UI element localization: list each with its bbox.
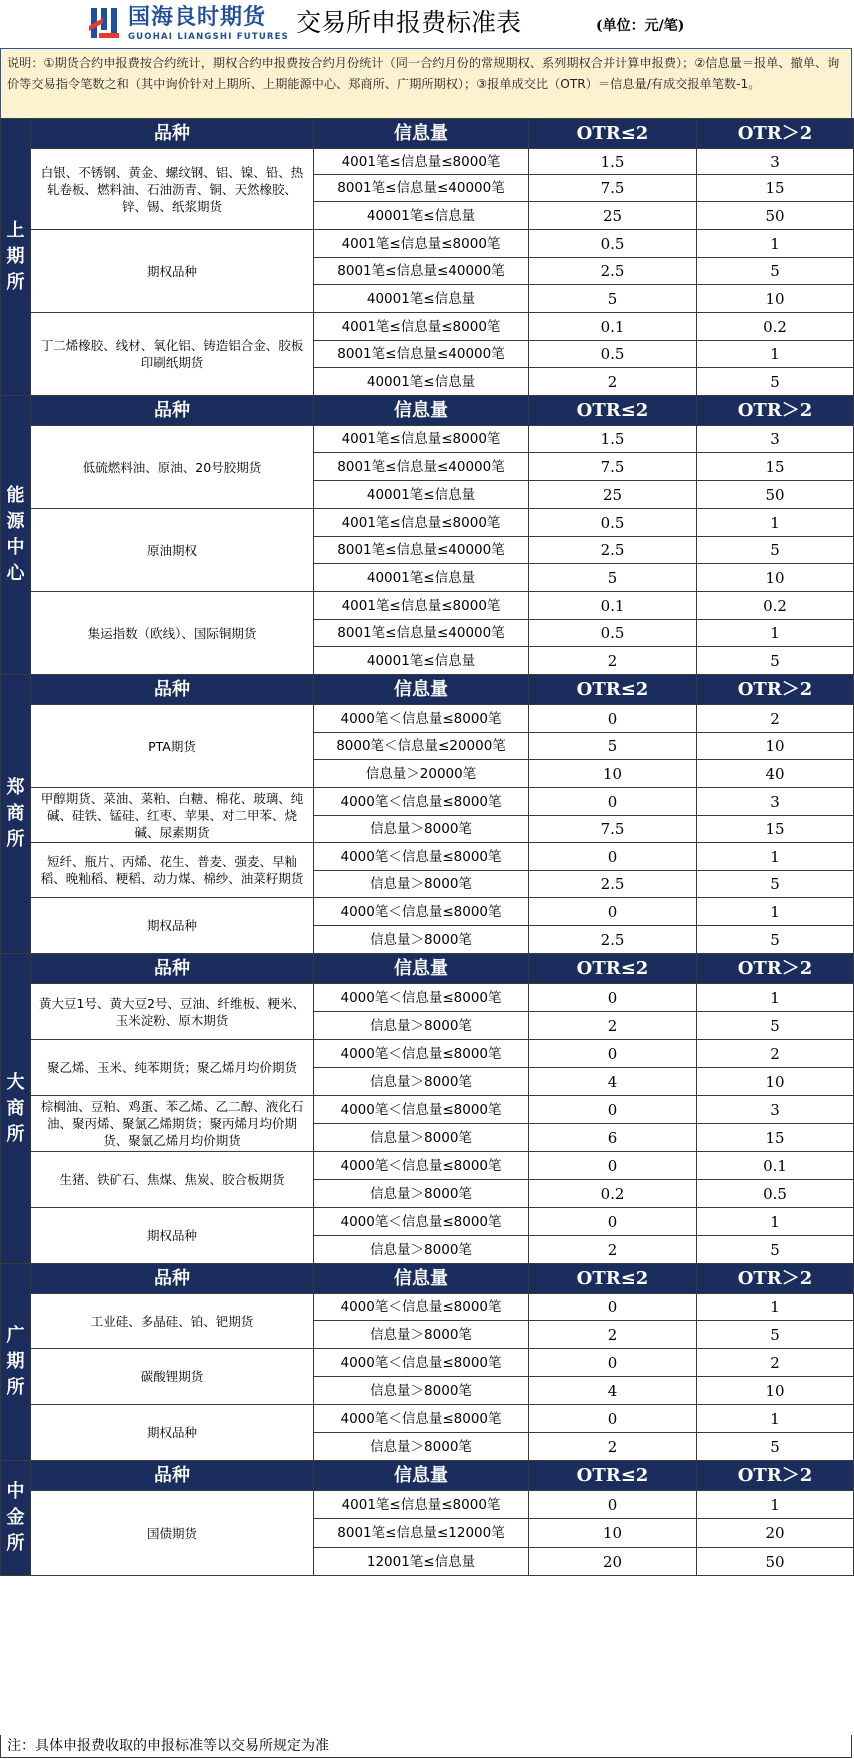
- fee-otr-low: 0.5: [529, 509, 697, 537]
- fee-otr-low: 5: [529, 285, 697, 313]
- fee-otr-high: 5: [697, 1433, 854, 1461]
- fee-table: [0, 118, 854, 1576]
- footer-note: 注：具体申报费收取的申报标准等以交易所规定为准: [0, 1735, 852, 1758]
- fee-otr-high: 2: [697, 705, 854, 733]
- header-info-volume: 信息量: [314, 1264, 529, 1294]
- table-row: [1, 1349, 854, 1377]
- table-row: [1, 149, 854, 175]
- fee-otr-high: 1: [697, 898, 854, 926]
- fee-otr-high: 15: [697, 816, 854, 843]
- product-name: PTA期货: [31, 705, 314, 788]
- fee-otr-high: 5: [697, 537, 854, 564]
- header-product: 品种: [31, 1461, 314, 1491]
- info-volume-range: 4000笔＜信息量≤8000笔: [314, 1405, 529, 1433]
- table-row: [1, 313, 854, 341]
- info-volume-range: 4000笔＜信息量≤8000笔: [314, 843, 529, 871]
- fee-otr-low: 0: [529, 1294, 697, 1321]
- product-name: 聚乙烯、玉米、纯苯期货；聚乙烯月均价期货: [31, 1040, 314, 1096]
- header-otr-high: OTR＞2: [697, 675, 854, 705]
- info-volume-range: 4000笔＜信息量≤8000笔: [314, 788, 529, 816]
- fee-otr-low: 7.5: [529, 453, 697, 481]
- exchange-name: 大商所: [1, 954, 31, 1264]
- info-volume-range: 信息量＞8000笔: [314, 1321, 529, 1349]
- fee-otr-low: 0: [529, 1349, 697, 1377]
- info-volume-range: 8000笔＜信息量≤20000笔: [314, 733, 529, 760]
- product-name: 期权品种: [31, 1208, 314, 1264]
- exchange-name: 广期所: [1, 1264, 31, 1461]
- info-volume-range: 40001笔≤信息量: [314, 285, 529, 313]
- info-volume-range: 8001笔≤信息量≤12000笔: [314, 1519, 529, 1548]
- product-name: 丁二烯橡胶、线材、氧化铝、铸造铝合金、胶板印刷纸期货: [31, 313, 314, 396]
- table-row: [1, 843, 854, 871]
- info-volume-range: 8001笔≤信息量≤40000笔: [314, 620, 529, 647]
- fee-otr-low: 0: [529, 1208, 697, 1236]
- info-volume-range: 4000笔＜信息量≤8000笔: [314, 1096, 529, 1124]
- header: [0, 0, 854, 48]
- info-volume-range: 4000笔＜信息量≤8000笔: [314, 984, 529, 1012]
- fee-otr-high: 50: [697, 481, 854, 509]
- info-volume-range: 40001笔≤信息量: [314, 481, 529, 509]
- table-row: [1, 984, 854, 1012]
- product-name: 白银、不锈钢、黄金、螺纹钢、铝、镍、铅、热轧卷板、燃料油、石油沥青、铜、天然橡胶、锌、锡、纸浆期货: [31, 149, 314, 230]
- header-product: 品种: [31, 675, 314, 705]
- fee-otr-high: 5: [697, 1012, 854, 1040]
- info-volume-range: 信息量＞8000笔: [314, 926, 529, 954]
- fee-otr-low: 0: [529, 898, 697, 926]
- fee-otr-low: 6: [529, 1124, 697, 1152]
- info-volume-range: 40001笔≤信息量: [314, 202, 529, 230]
- table-row: [1, 1405, 854, 1433]
- info-volume-range: 4000笔＜信息量≤8000笔: [314, 898, 529, 926]
- fee-otr-high: 10: [697, 733, 854, 760]
- header-product: 品种: [31, 954, 314, 984]
- product-name: 国债期货: [31, 1491, 314, 1576]
- fee-otr-high: 1: [697, 1294, 854, 1321]
- product-name: 短纤、瓶片、丙烯、花生、普麦、强麦、早籼稻、晚籼稻、粳稻、动力煤、棉纱、油菜籽期货: [31, 843, 314, 898]
- fee-otr-high: 0.2: [697, 313, 854, 341]
- fee-otr-high: 1: [697, 230, 854, 258]
- section-header-row: [1, 954, 854, 984]
- info-volume-range: 8001笔≤信息量≤40000笔: [314, 453, 529, 481]
- fee-otr-high: 3: [697, 426, 854, 453]
- unit-label: (单位：元/笔): [596, 18, 685, 34]
- header-info-volume: 信息量: [314, 675, 529, 705]
- info-volume-range: 40001笔≤信息量: [314, 647, 529, 675]
- company-name-en: GUOHAI LIANGSHI FUTURES: [128, 32, 290, 42]
- info-volume-range: 40001笔≤信息量: [314, 564, 529, 592]
- info-volume-range: 4001笔≤信息量≤8000笔: [314, 592, 529, 620]
- fee-otr-high: 1: [697, 1405, 854, 1433]
- info-volume-range: 4000笔＜信息量≤8000笔: [314, 1294, 529, 1321]
- product-name: 生猪、铁矿石、焦煤、焦炭、胶合板期货: [31, 1152, 314, 1208]
- product-name: 棕榈油、豆粕、鸡蛋、苯乙烯、乙二醇、液化石油、聚丙烯、聚氯乙烯期货；聚丙烯月均价期货、聚氯乙烯月均价期货: [31, 1096, 314, 1152]
- fee-otr-low: 0: [529, 843, 697, 871]
- info-volume-range: 8001笔≤信息量≤40000笔: [314, 175, 529, 202]
- fee-otr-low: 0.2: [529, 1180, 697, 1208]
- section-header-row: [1, 675, 854, 705]
- fee-otr-high: 20: [697, 1519, 854, 1548]
- header-info-volume: 信息量: [314, 119, 529, 149]
- table-row: [1, 1208, 854, 1236]
- fee-otr-high: 10: [697, 285, 854, 313]
- table-row: [1, 1096, 854, 1124]
- info-volume-range: 4000笔＜信息量≤8000笔: [314, 1152, 529, 1180]
- fee-otr-high: 15: [697, 1124, 854, 1152]
- fee-otr-high: 5: [697, 1236, 854, 1264]
- fee-otr-low: 20: [529, 1548, 697, 1576]
- table-row: [1, 705, 854, 733]
- fee-otr-low: 5: [529, 733, 697, 760]
- fee-otr-low: 2.5: [529, 258, 697, 285]
- info-volume-range: 40001笔≤信息量: [314, 368, 529, 396]
- fee-otr-low: 0: [529, 788, 697, 816]
- company-logo-icon: [89, 6, 121, 40]
- fee-otr-high: 1: [697, 1208, 854, 1236]
- fee-otr-high: 1: [697, 843, 854, 871]
- table-row: [1, 230, 854, 258]
- info-volume-range: 4001笔≤信息量≤8000笔: [314, 149, 529, 175]
- fee-otr-low: 0: [529, 1152, 697, 1180]
- fee-otr-high: 15: [697, 453, 854, 481]
- fee-otr-low: 25: [529, 481, 697, 509]
- fee-otr-low: 0: [529, 984, 697, 1012]
- product-name: 原油期权: [31, 509, 314, 592]
- product-name: 甲醇期货、菜油、菜粕、白糖、棉花、玻璃、纯碱、硅铁、锰硅、红枣、苹果、对二甲苯、烧碱、尿素期货: [31, 788, 314, 843]
- header-otr-low: OTR≤2: [529, 954, 697, 984]
- info-volume-range: 4001笔≤信息量≤8000笔: [314, 509, 529, 537]
- fee-otr-low: 1.5: [529, 149, 697, 175]
- info-volume-range: 信息量＞8000笔: [314, 1012, 529, 1040]
- table-row: [1, 1152, 854, 1180]
- fee-otr-low: 10: [529, 1519, 697, 1548]
- fee-otr-low: 2: [529, 368, 697, 396]
- fee-otr-high: 10: [697, 1068, 854, 1096]
- fee-otr-low: 10: [529, 760, 697, 788]
- fee-otr-high: 1: [697, 1491, 854, 1519]
- table-row: [1, 1294, 854, 1321]
- header-otr-high: OTR＞2: [697, 1461, 854, 1491]
- table-row: [1, 426, 854, 453]
- fee-otr-high: 50: [697, 202, 854, 230]
- header-otr-high: OTR＞2: [697, 954, 854, 984]
- exchange-name: 能源中心: [1, 396, 31, 675]
- table-row: [1, 1491, 854, 1519]
- info-volume-range: 信息量＞20000笔: [314, 760, 529, 788]
- exchange-name: 中金所: [1, 1461, 31, 1576]
- info-volume-range: 4000笔＜信息量≤8000笔: [314, 1040, 529, 1068]
- info-volume-range: 信息量＞8000笔: [314, 816, 529, 843]
- fee-otr-low: 7.5: [529, 175, 697, 202]
- fee-otr-low: 0.5: [529, 341, 697, 368]
- info-volume-range: 4001笔≤信息量≤8000笔: [314, 426, 529, 453]
- table-row: [1, 592, 854, 620]
- fee-otr-high: 2: [697, 1040, 854, 1068]
- header-otr-high: OTR＞2: [697, 396, 854, 426]
- header-info-volume: 信息量: [314, 1461, 529, 1491]
- fee-otr-high: 40: [697, 760, 854, 788]
- fee-otr-high: 1: [697, 984, 854, 1012]
- product-name: 期权品种: [31, 898, 314, 954]
- info-volume-range: 4000笔＜信息量≤8000笔: [314, 1208, 529, 1236]
- fee-otr-high: 3: [697, 1096, 854, 1124]
- product-name: 黄大豆1号、黄大豆2号、豆油、纤维板、粳米、玉米淀粉、原木期货: [31, 984, 314, 1040]
- section-header-row: [1, 1461, 854, 1491]
- fee-otr-high: 1: [697, 341, 854, 368]
- fee-otr-low: 0.5: [529, 230, 697, 258]
- fee-otr-low: 0: [529, 1096, 697, 1124]
- fee-otr-high: 10: [697, 564, 854, 592]
- fee-otr-high: 5: [697, 368, 854, 396]
- fee-otr-low: 0.5: [529, 620, 697, 647]
- fee-otr-low: 5: [529, 564, 697, 592]
- info-volume-range: 4000笔＜信息量≤8000笔: [314, 705, 529, 733]
- fee-otr-high: 3: [697, 149, 854, 175]
- info-volume-range: 4001笔≤信息量≤8000笔: [314, 230, 529, 258]
- header-otr-high: OTR＞2: [697, 119, 854, 149]
- fee-otr-high: 15: [697, 175, 854, 202]
- header-otr-low: OTR≤2: [529, 1461, 697, 1491]
- fee-otr-high: 5: [697, 1321, 854, 1349]
- fee-otr-low: 0.1: [529, 592, 697, 620]
- fee-otr-low: 7.5: [529, 816, 697, 843]
- fee-otr-low: 2: [529, 1236, 697, 1264]
- fee-otr-low: 0.1: [529, 313, 697, 341]
- fee-otr-low: 2: [529, 1012, 697, 1040]
- info-volume-range: 信息量＞8000笔: [314, 1124, 529, 1152]
- info-volume-range: 信息量＞8000笔: [314, 1068, 529, 1096]
- product-name: 工业硅、多晶硅、铂、钯期货: [31, 1294, 314, 1349]
- fee-otr-high: 3: [697, 788, 854, 816]
- header-otr-low: OTR≤2: [529, 119, 697, 149]
- fee-otr-high: 5: [697, 926, 854, 954]
- fee-otr-low: 2: [529, 1433, 697, 1461]
- info-volume-range: 信息量＞8000笔: [314, 1433, 529, 1461]
- fee-otr-high: 10: [697, 1377, 854, 1405]
- header-product: 品种: [31, 396, 314, 426]
- info-volume-range: 8001笔≤信息量≤40000笔: [314, 258, 529, 285]
- product-name: 低硫燃料油、原油、20号胶期货: [31, 426, 314, 509]
- info-volume-range: 信息量＞8000笔: [314, 1377, 529, 1405]
- fee-otr-low: 2.5: [529, 871, 697, 898]
- header-info-volume: 信息量: [314, 954, 529, 984]
- fee-otr-high: 1: [697, 509, 854, 537]
- page-title: 交易所申报费标准表: [296, 8, 522, 37]
- table-row: [1, 898, 854, 926]
- fee-otr-high: 5: [697, 258, 854, 285]
- info-volume-range: 8001笔≤信息量≤40000笔: [314, 341, 529, 368]
- product-name: 碳酸锂期货: [31, 1349, 314, 1405]
- fee-otr-high: 0.1: [697, 1152, 854, 1180]
- fee-otr-high: 50: [697, 1548, 854, 1576]
- fee-otr-low: 4: [529, 1377, 697, 1405]
- table-row: [1, 509, 854, 537]
- header-otr-low: OTR≤2: [529, 396, 697, 426]
- company-name: 国海良时期货: [128, 5, 267, 30]
- fee-otr-low: 2.5: [529, 537, 697, 564]
- header-info-volume: 信息量: [314, 396, 529, 426]
- fee-otr-low: 0: [529, 1405, 697, 1433]
- info-volume-range: 信息量＞8000笔: [314, 1236, 529, 1264]
- info-volume-range: 4001笔≤信息量≤8000笔: [314, 1491, 529, 1519]
- section-header-row: [1, 396, 854, 426]
- fee-otr-high: 5: [697, 871, 854, 898]
- product-name: 期权品种: [31, 230, 314, 313]
- section-header-row: [1, 1264, 854, 1294]
- fee-otr-high: 2: [697, 1349, 854, 1377]
- fee-otr-low: 2.5: [529, 926, 697, 954]
- info-volume-range: 8001笔≤信息量≤40000笔: [314, 537, 529, 564]
- section-header-row: [1, 119, 854, 149]
- header-otr-high: OTR＞2: [697, 1264, 854, 1294]
- table-row: [1, 1040, 854, 1068]
- header-product: 品种: [31, 1264, 314, 1294]
- product-name: 期权品种: [31, 1405, 314, 1461]
- exchange-name: 郑商所: [1, 675, 31, 954]
- header-otr-low: OTR≤2: [529, 1264, 697, 1294]
- explanation-note: 说明：①期货合约申报费按合约统计，期权合约申报费按合约月份统计（同一合约月份的常规期权、系列期权合并计算申报费）；②信息量＝报单、撤单、询价等交易指令笔数之和（其中询价针对上期所、上期能源中心、郑商所、广期所期权）；③报单成交比（OTR）＝信息量/有成交报单笔数-1。: [0, 48, 852, 118]
- fee-otr-low: 2: [529, 647, 697, 675]
- fee-otr-high: 0.2: [697, 592, 854, 620]
- fee-otr-low: 0: [529, 705, 697, 733]
- info-volume-range: 4000笔＜信息量≤8000笔: [314, 1349, 529, 1377]
- fee-otr-low: 1.5: [529, 426, 697, 453]
- product-name: 集运指数（欧线）、国际铜期货: [31, 592, 314, 675]
- fee-otr-high: 1: [697, 620, 854, 647]
- header-product: 品种: [31, 119, 314, 149]
- exchange-name: 上期所: [1, 119, 31, 396]
- fee-otr-low: 4: [529, 1068, 697, 1096]
- fee-otr-low: 0: [529, 1040, 697, 1068]
- fee-otr-low: 2: [529, 1321, 697, 1349]
- info-volume-range: 4001笔≤信息量≤8000笔: [314, 313, 529, 341]
- table-row: [1, 788, 854, 816]
- info-volume-range: 信息量＞8000笔: [314, 871, 529, 898]
- fee-otr-low: 0: [529, 1491, 697, 1519]
- info-volume-range: 12001笔≤信息量: [314, 1548, 529, 1576]
- fee-otr-low: 25: [529, 202, 697, 230]
- header-otr-low: OTR≤2: [529, 675, 697, 705]
- info-volume-range: 信息量＞8000笔: [314, 1180, 529, 1208]
- fee-otr-high: 0.5: [697, 1180, 854, 1208]
- fee-otr-high: 5: [697, 647, 854, 675]
